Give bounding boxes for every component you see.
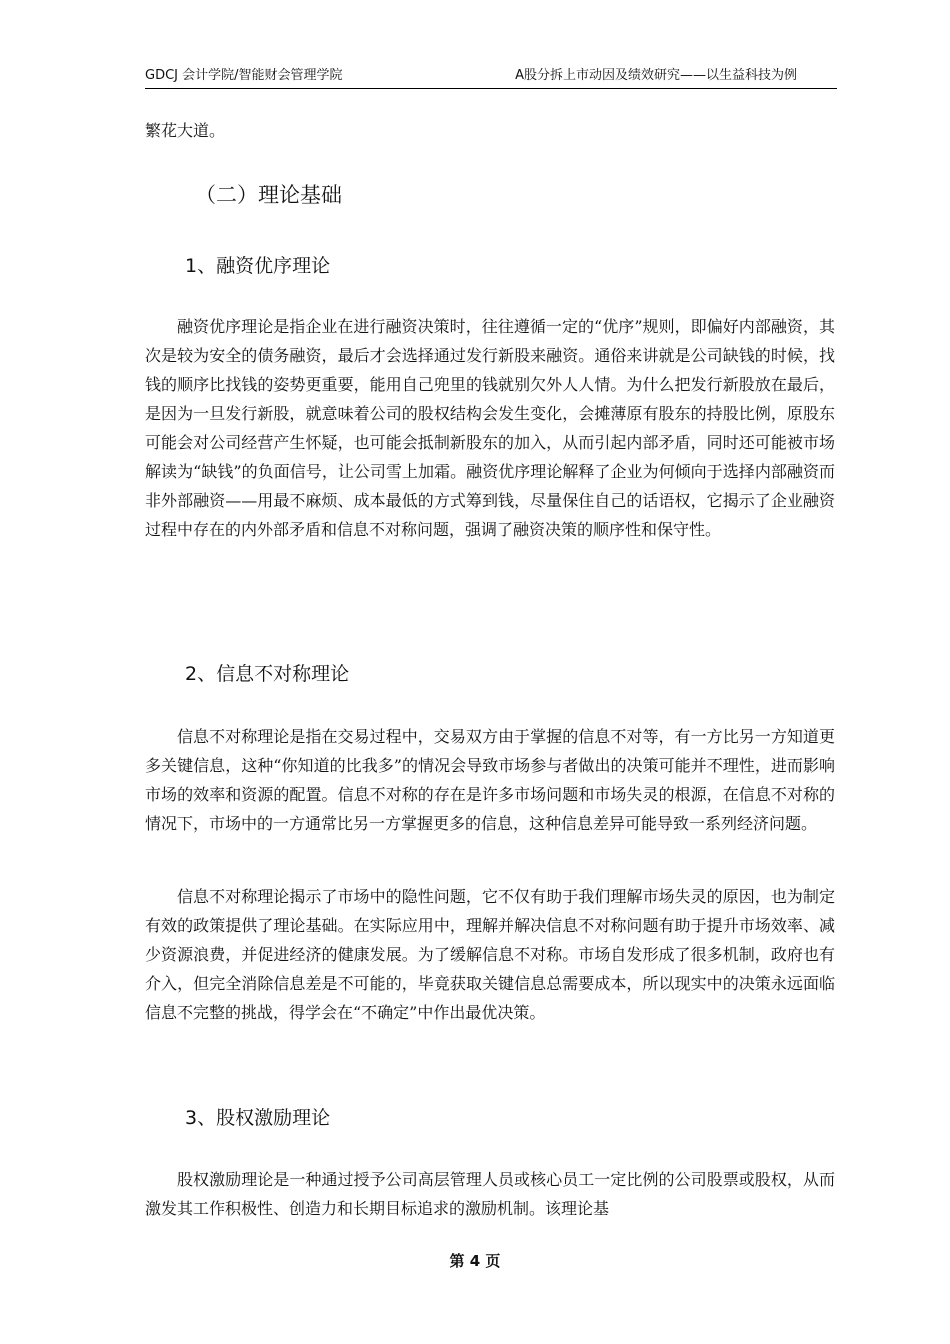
paragraph-info-asymmetry-1: 信息不对称理论是指在交易过程中，交易双方由于掌握的信息不对等，有一方比另一方知道更多关键信息，这种“你知道的比我多”的情况会导致市场参与者做出的决策可能并不理性，进而影响市场的效率和资源的配置。信息不对称的存在是许多市场问题和市场失灵的根源，在信息不对称的情况下，市场中的一方通常比另一方掌握更多的信息，这种信息差异可能导致一系列经济问题。 [145,727,835,833]
header-institution: GDCJ 会计学院/智能财会管理学院 [145,68,343,83]
header-thesis-title: A股分拆上市动因及绩效研究——以生益科技为例 [515,68,797,83]
paragraph-pecking-order: 融资优序理论是指企业在进行融资决策时，往往遵循一定的“优序”规则，即偏好内部融资，其次是较为安全的债务融资，最后才会选择通过发行新股来融资。通俗来讲就是公司缺钱的时候，找钱的顺序比找钱的姿势更重要，能用自己兜里的钱就别欠外人人情。为什么把发行新股放在最后，是因为一旦发行新股，就意味着公司的股权结构会发生变化，会摊薄原有股东的持股比例，原股东可能会对公司经营产生怀疑，也可能会抵制新股东的加入，从而引起内部矛盾，同时还可能被市场解读为“缺钱”的负面信号，让公司雪上加霜。融资优序理论解释了企业为何倾向于选择内部融资而非外部融资——用最不麻烦、成本最低的方式筹到钱，尽量保住自己的话语权，它揭示了企业融资过程中存在的内外部矛盾和信息不对称问题，强调了融资决策的顺序性和保守性。 [145,317,835,539]
section-title: （二）理论基础 [195,183,342,207]
continuation-text: 繁花大道。 [145,121,226,140]
subsection-title-3: 3、股权激励理论 [185,1107,331,1129]
paragraph-equity-incentive: 股权激励理论是一种通过授予公司高层管理人员或核心员工一定比例的公司股票或股权，从而激发其工作积极性、创造力和长期目标追求的激励机制。该理论基 [145,1170,835,1218]
subsection-title-2: 2、信息不对称理论 [185,663,350,685]
paragraph-info-asymmetry-2: 信息不对称理论揭示了市场中的隐性问题，它不仅有助于我们理解市场失灵的原因，也为制定有效的政策提供了理论基础。在实际应用中，理解并解决信息不对称问题有助于提升市场效率、减少资源浪费，并促进经济的健康发展。为了缓解信息不对称。市场自发形成了很多机制，政府也有介入，但完全消除信息差是不可能的，毕竟获取关键信息总需要成本，所以现实中的决策永远面临信息不完整的挑战，得学会在“不确定”中作出最优决策。 [145,887,835,1022]
subsection-title-1: 1、融资优序理论 [185,255,331,277]
page-number: 第 4 页 [449,1252,501,1270]
page-header [145,66,837,89]
